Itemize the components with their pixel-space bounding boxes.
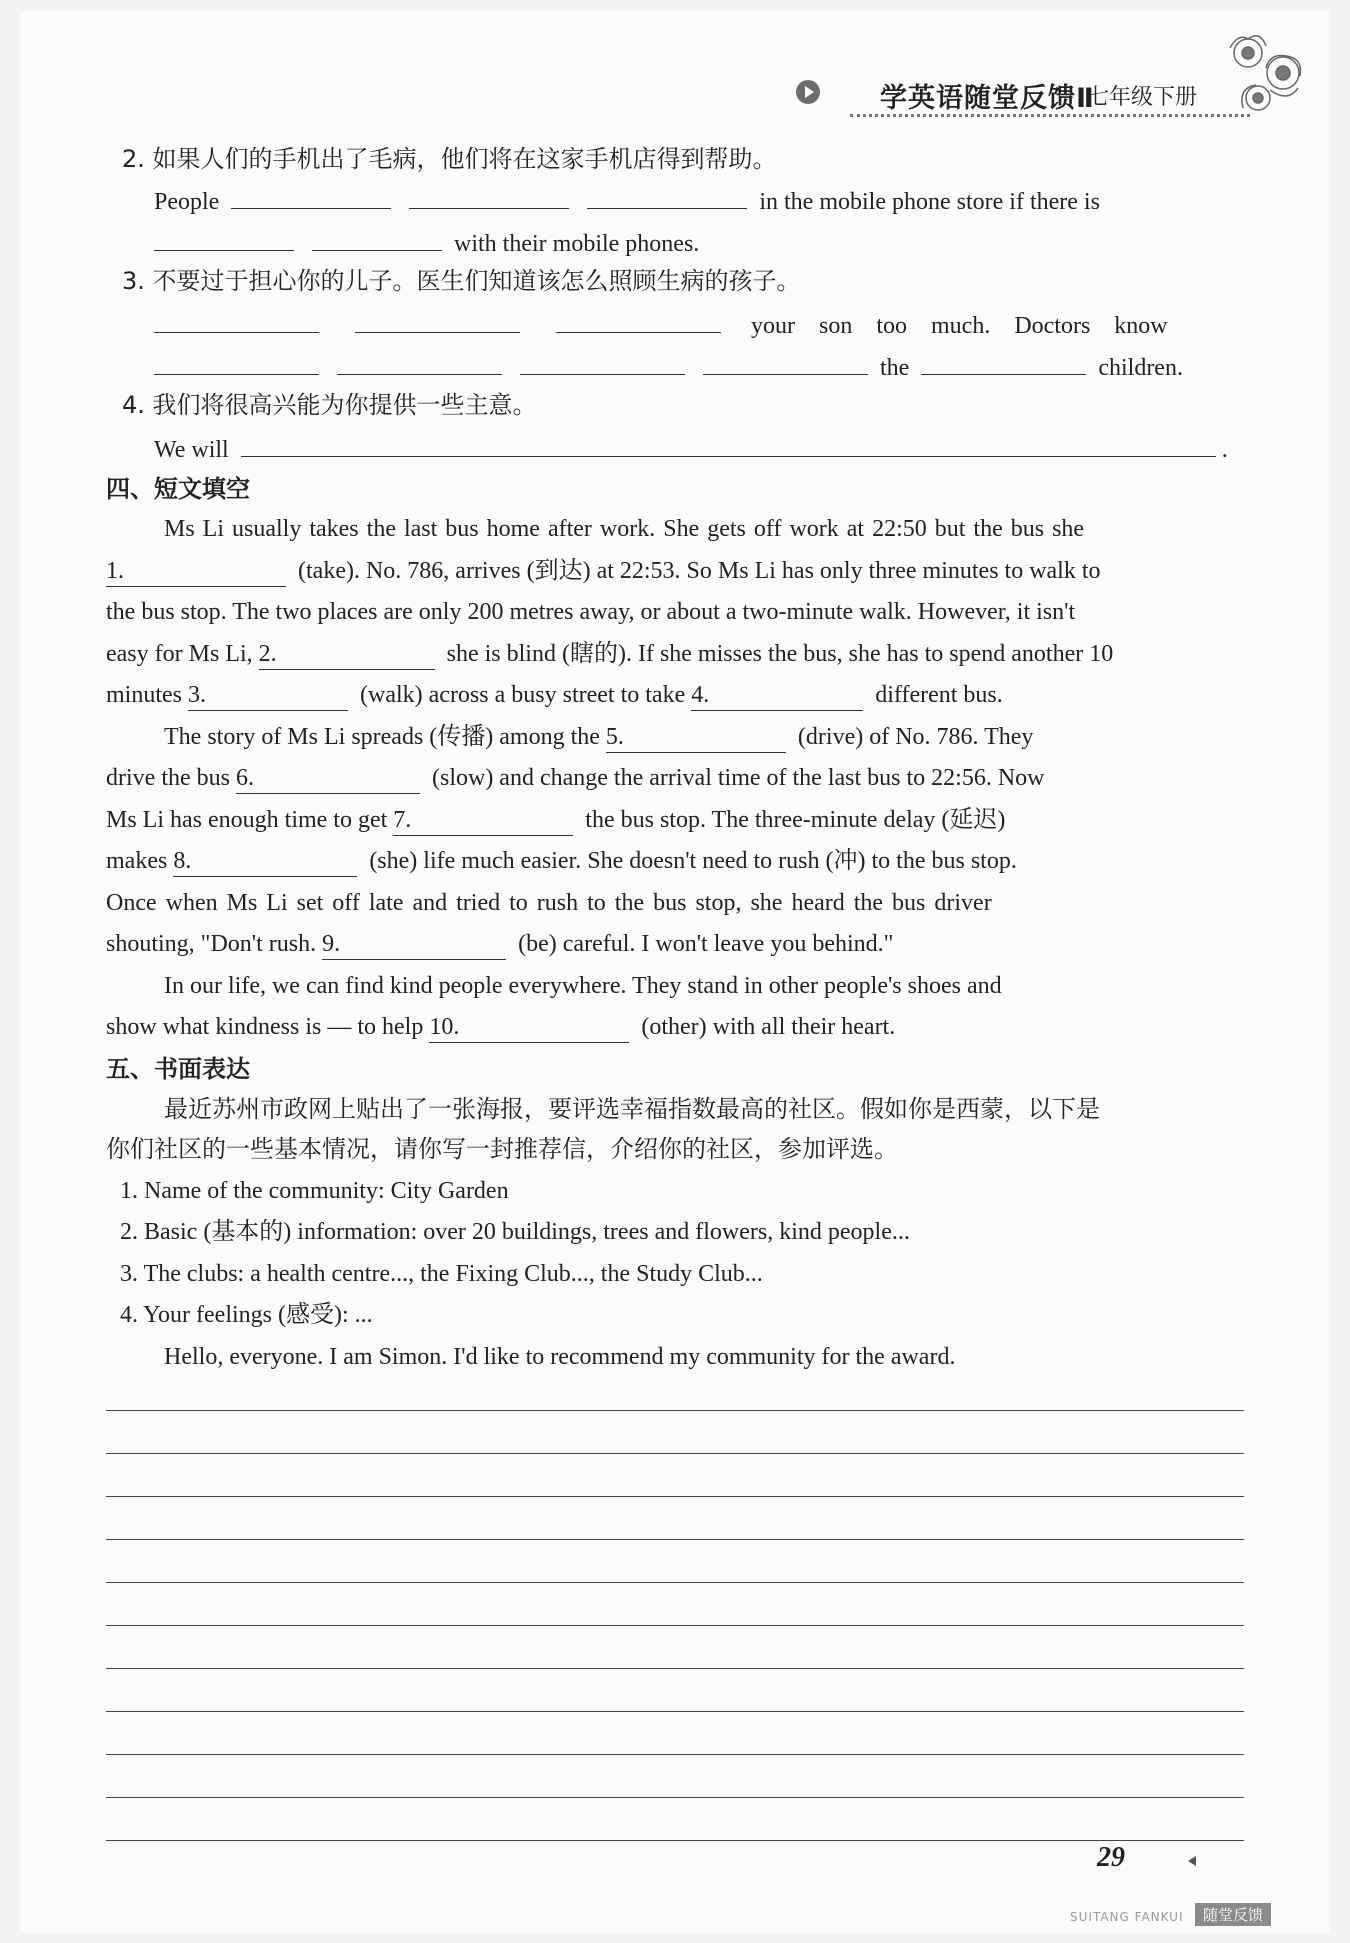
s4-text: she is blind (瞎的). If she misses the bus, she has to spend another 10	[446, 641, 1114, 667]
s4-text: the bus stop. The two places are only 200 metres away, or about a two-minute walk. However, it isn't	[106, 599, 1076, 625]
s4-text: easy for Ms Li,	[106, 641, 253, 667]
s4-line-1	[164, 514, 1084, 544]
q4-chinese: 4. 我们将很高兴能为你提供一些主意。	[122, 391, 537, 419]
q2-blank-4[interactable]	[154, 226, 294, 251]
s4-line-12	[164, 971, 1002, 1001]
blank-number: 1.	[106, 558, 124, 584]
s4-line-3	[106, 597, 1075, 627]
s4-text: makes	[106, 848, 168, 874]
s4-line-11	[106, 929, 893, 960]
blank-number: 6.	[235, 765, 254, 791]
writing-line[interactable]	[106, 1410, 1244, 1411]
s5-intro-1: 最近苏州市政网上贴出了一张海报，要评选幸福指数最高的社区。假如你是西蒙，以下是	[164, 1095, 1100, 1123]
blank-number: 9.	[322, 931, 341, 957]
s4-line-13	[106, 1012, 895, 1043]
s4-blank-7[interactable]	[393, 805, 573, 836]
page-number: 29	[1097, 1842, 1125, 1873]
s4-text: (other) with all their heart.	[641, 1014, 896, 1040]
s4-line-4	[106, 639, 1113, 670]
blank-number: 8.	[173, 848, 192, 874]
q3-blank-1[interactable]	[154, 308, 319, 333]
page-header	[0, 0, 1350, 130]
writing-line[interactable]	[106, 1711, 1244, 1712]
s4-text: show what kindness is — to help	[106, 1014, 424, 1040]
writing-line[interactable]	[106, 1840, 1244, 1841]
s4-blank-2[interactable]	[259, 639, 435, 670]
q3-blank-2[interactable]	[355, 308, 520, 333]
footer-brand: 随堂反馈	[1195, 1903, 1271, 1926]
s4-text: The story of Ms Li spreads (传播) among the	[164, 724, 600, 750]
s4-blank-5[interactable]	[606, 722, 786, 753]
book-title: 学英语随堂反馈Ⅱ	[880, 83, 1095, 114]
s4-line-8	[106, 805, 1005, 836]
s4-text: Ms Li has enough time to get	[106, 807, 388, 833]
q3-line1	[154, 308, 1168, 341]
q2-text-start: People	[154, 189, 220, 215]
s4-text: Once when Ms Li set off late and tried to rush to the bus stop, she heard the bus driver	[106, 890, 992, 916]
q4-blank[interactable]	[241, 432, 1216, 457]
play-icon	[796, 80, 820, 104]
flower-decoration-icon	[1208, 18, 1318, 128]
writing-line[interactable]	[106, 1754, 1244, 1755]
q3-text-the: the	[880, 355, 910, 381]
writing-line[interactable]	[106, 1625, 1244, 1626]
writing-line[interactable]	[106, 1453, 1244, 1454]
s4-text: (be) careful. I won't leave you behind."	[518, 931, 894, 957]
q2-blank-2[interactable]	[409, 184, 569, 209]
s4-text: Ms Li usually takes the last bus home after work. She gets off work at 22:50 but the bus she	[164, 516, 1085, 542]
writing-line[interactable]	[106, 1797, 1244, 1798]
s5-item-3: 3. The clubs: a health centre..., the Fixing Club..., the Study Club...	[120, 1261, 763, 1287]
q3-line2	[154, 350, 1183, 383]
s4-text: drive the bus	[106, 765, 230, 791]
s4-blank-10[interactable]	[429, 1012, 629, 1043]
s4-text: (slow) and change the arrival time of the last bus to 22:56. Now	[431, 765, 1045, 791]
s4-line-2	[106, 556, 1101, 587]
q2-blank-1[interactable]	[231, 184, 391, 209]
arrow-left-icon	[1188, 1856, 1196, 1866]
q2-blank-3[interactable]	[587, 184, 747, 209]
q3-blank-7[interactable]	[703, 350, 868, 375]
s4-blank-4[interactable]	[691, 680, 863, 711]
q3-text-end: your son too much. Doctors know	[751, 313, 1168, 339]
q3-blank-6[interactable]	[520, 350, 685, 375]
s4-text: different bus.	[875, 682, 1003, 708]
q4-text-start: We will	[154, 437, 229, 463]
blank-number: 2.	[258, 641, 277, 667]
q4-line1	[154, 432, 1228, 465]
header-divider	[850, 114, 1250, 117]
section5-title: 五、书面表达	[106, 1055, 250, 1083]
s5-opening: Hello, everyone. I am Simon. I'd like to recommend my community for the award.	[164, 1344, 956, 1370]
q2-line1	[154, 184, 1100, 217]
s5-item-4: 4. Your feelings (感受): ...	[120, 1302, 373, 1328]
blank-number: 10.	[429, 1014, 460, 1040]
s4-line-10	[106, 888, 992, 918]
writing-line[interactable]	[106, 1539, 1244, 1540]
book-grade: 七年级下册	[1087, 85, 1198, 110]
s5-item-1: 1. Name of the community: City Garden	[120, 1178, 509, 1204]
s4-blank-3[interactable]	[188, 680, 348, 711]
blank-number: 4.	[691, 682, 710, 708]
s5-intro-2: 你们社区的一些基本情况，请你写一封推荐信，介绍你的社区，参加评选。	[106, 1135, 898, 1163]
q3-blank-5[interactable]	[337, 350, 502, 375]
s4-text: (walk) across a busy street to take	[360, 682, 686, 708]
s4-blank-9[interactable]	[322, 929, 506, 960]
s4-line-9	[106, 846, 1017, 877]
writing-line[interactable]	[106, 1496, 1244, 1497]
s4-text: In our life, we can find kind people everywhere. They stand in other people's shoes and	[164, 973, 1002, 999]
q2-text-end: in the mobile phone store if there is	[759, 189, 1100, 215]
s4-blank-1[interactable]	[106, 556, 286, 587]
s4-blank-6[interactable]	[236, 763, 420, 794]
blank-number: 3.	[188, 682, 206, 708]
blank-number: 5.	[605, 724, 624, 750]
q4-period: .	[1221, 437, 1228, 463]
section4-title: 四、短文填空	[106, 475, 250, 503]
s4-text: (take). No. 786, arrives (到达) at 22:53. So Ms Li has only three minutes to walk to	[298, 558, 1101, 584]
q2-text-line2: with their mobile phones.	[454, 231, 700, 257]
q2-line2	[154, 226, 699, 259]
s4-blank-8[interactable]	[173, 846, 357, 877]
blank-number: 7.	[393, 807, 412, 833]
q3-text-end2: children.	[1098, 355, 1183, 381]
s4-line-7	[106, 763, 1045, 794]
footer-pinyin: SUITANG FANKUI	[1070, 1910, 1184, 1924]
q3-blank-3[interactable]	[556, 308, 721, 333]
s4-line-5	[106, 680, 1003, 711]
s4-text: (she) life much easier. She doesn't need to rush (冲) to the bus stop.	[369, 848, 1017, 874]
s4-line-6	[164, 722, 1033, 753]
q2-blank-5[interactable]	[312, 226, 442, 251]
writing-line[interactable]	[106, 1582, 1244, 1583]
s5-item-2: 2. Basic (基本的) information: over 20 buildings, trees and flowers, kind people...	[120, 1219, 910, 1245]
writing-line[interactable]	[106, 1668, 1244, 1669]
s4-text: shouting, "Don't rush.	[106, 931, 317, 957]
q3-blank-4[interactable]	[154, 350, 319, 375]
s4-text: (drive) of No. 786. They	[797, 724, 1034, 750]
q3-chinese: 3. 不要过于担心你的儿子。医生们知道该怎么照顾生病的孩子。	[122, 267, 801, 295]
q2-chinese: 2. 如果人们的手机出了毛病，他们将在这家手机店得到帮助。	[122, 145, 777, 173]
q3-blank-8[interactable]	[921, 350, 1086, 375]
s4-text: the bus stop. The three-minute delay (延迟)	[585, 807, 1006, 833]
s4-text: minutes	[106, 682, 182, 708]
